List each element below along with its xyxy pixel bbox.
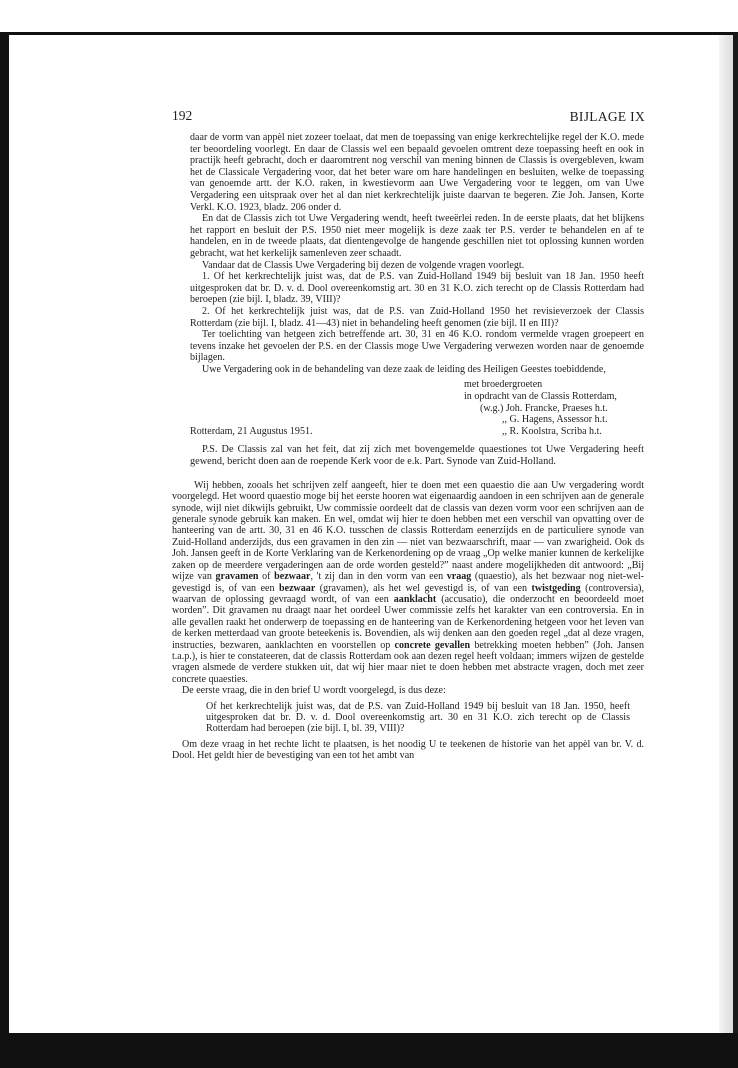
signatory: ,, R. Koolstra, Scriba h.t. — [502, 425, 602, 437]
letter-question-1: 1. Of het kerkrechtelijk juist was, dat de P.S. van Zuid-Holland 1949 bij besluit van 18 Jan. 1950 heeft uitgesproken dat br. D. v. d. Dool overeenkomstig art. 30 en 31 K.O. zich terecht op de Classis Rotterdam had beroepen (zie bijl. I, bladz. 39, VIII)? — [190, 271, 644, 306]
letter-question-2: 2. Of het kerkrechtelijk juist was, dat de P.S. van Zuid-Holland 1950 het revisieverzoek der Classis Rotterdam (zie bijl. I, bladz. 41—43) niet in behandeling heeft genomen (zie bijl. II en III)? — [190, 305, 644, 329]
report-paragraph: Om deze vraag in het rechte licht te plaatsen, is het noodig U te teekenen de historie van het appèl van br. V. d. Dool. Het geldt hier de bevestiging van een tot het ambt van — [172, 738, 644, 762]
report-paragraph: Wij hebben, zooals het schrijven zelf aangeeft, hier te doen met een quaestio die aan Uw vergadering wordt voorgelegd. Het woord quaestio moge bij het eerste hooren wat eigenaardig aandoen in een schrijven aan de generale synode, wijl niet dikwijls gebruikt, Uw commissie oordeelt dat de classis van dezen vorm voor een schrijven aan de generale synode gebruik kan maken. En wel, omdat wij hier te doen hebben met een verschil van opvatting over de hanteering van de artt. 30, 31 en 46 K.O. tusschen de classis Rotterdam eenerzijds en de particuliere synode van Zuid-Holland anderzijds, dus een gravamen in den zin — niet van bezwaarschrift, maar — van zwarigheid. Ook ds Joh. Jansen geeft in de Korte Verklaring van de Kerkenordening op de vraag „Op welke manier kunnen de kerkelijke zaken op de meerdere vergaderingen aan de orde worden gesteld?” naast andere mogelijkheden dit antwoord: „Bij wijze van gravamen of bezwaar, 't zij dan in den vorm van een vraag (quaestio), als het bezwaar nog niet-wel-gevestigd is, of van een bezwaar (gravamen), als het wel gevestigd is, of van een twistgeding (controversia), waarvan de oplossing gevraagd wordt, of van een aanklacht (accusatio), die onderzocht en beoordeeld moet worden”. Dit gravamen nu draagt naar het oordeel Uwer commissie zelfs het karakter van een controversia. En in alle gevallen raakt het onderwerp de toepassing en de hanteering van de Kerkenordening hetgeen voor het leven van de kerken metterdaad van groote beteekenis is. Bovendien, als wij denken aan den goeden regel „dat al deze vragen, instructies, bezwaren, aanklachten en voorstellen op concrete gevallen betrekking moeten hebben” (Joh. Jansen t.a.p.), is hier te constateeren, dat de classis Rotterdam ook aan dezen regel heeft voldaan; immers wijzen de gestelde vragen alsmede de verdere stukken uit, dat wij hier maar niet te doen hebben met abstracte vragen, doch met zeer concrete quaesties. — [172, 479, 645, 685]
page-edge-shadow — [719, 35, 733, 1033]
postscript: P.S. De Classis zal van het feit, dat zij zich met bovengemelde quaestiones tot Uwe Vergadering heeft gewend, bericht doen aan de roepende Kerk voor de e.k. Part. Synode van Zuid-Holland. — [190, 444, 644, 467]
scan-left-border — [0, 33, 9, 1033]
scan-top-margin — [0, 0, 738, 33]
bold-term: aanklacht — [393, 593, 437, 605]
scan-bottom-border — [0, 1033, 738, 1068]
book-page — [172, 108, 644, 762]
bold-term: gravamen — [215, 571, 259, 583]
place-date: Rotterdam, 21 Augustus 1951. — [190, 426, 313, 438]
running-title: BIJLAGE IX — [569, 109, 645, 124]
signatory: ,, G. Hagens, Assessor h.t. — [502, 414, 608, 426]
bold-term: twistgeding — [531, 582, 581, 594]
letter-paragraph: Vandaar dat de Classis Uwe Vergadering bij dezen de volgende vragen voorlegt. — [202, 259, 525, 271]
bold-term: bezwaar — [279, 582, 316, 594]
report-paragraph: De eerste vraag, die in den brief U wordt voorgelegd, is dus deze: — [182, 685, 446, 697]
bold-term: vraag — [446, 571, 472, 583]
page-header — [172, 108, 644, 132]
signatory: (w.g.) Joh. Francke, Praeses h.t. — [480, 402, 608, 414]
quoted-question: Of het kerkrechtelijk juist was, dat de P.S. van Zuid-Holland 1949 bij besluit van 18 Jan. 1950, heeft uitgesproken dat br. D. v. d. Dool overeenkomstig art. 30 en 31 K.O. zich terecht op de Classis Rotterdam had beroepen (zie bijl. I, bl. 39, VIII)? — [206, 700, 630, 735]
letter-section — [172, 132, 644, 468]
closing-greeting: met broedergroeten — [464, 379, 543, 391]
letter-paragraph: Uwe Vergadering ook in de behandeling van deze zaak de leiding des Heiligen Geestes toebiddende, — [202, 363, 606, 375]
bold-term: bezwaar — [274, 571, 311, 583]
scan-right-border — [733, 33, 738, 1033]
scan-top-border — [0, 32, 738, 35]
bold-term: concrete gevallen — [394, 639, 471, 651]
letter-paragraph: Ter toelichting van hetgeen zich betreffende art. 30, 31 en 46 K.O. rondom vermelde vragen groepeert en tevens inzake het gevoelen der P.S. en der Classis moge Uwe Vergadering verwezen worden naar de genoemde bijlagen. — [190, 329, 644, 364]
letter-paragraph: daar de vorm van appèl niet zozeer toelaat, dat men de toepassing van enige kerkrechtelijke regel der K.O. mede ter beoordeling voorlegt. En daar de Classis wel een bepaald gevoelen omtrent deze toepassing heeft en ook in practijk heeft gebracht, doch er daaromtrent nog verschil van mening binnen de Classis is overgebleven, kwam het de Classicale Vergadering voor, dat het beter ware om hare handelingen en besluiten, welke de toepassing van genoemde artt. der K.O. raken, in kwestievorm aan Uwe Vergadering voor te leggen, om van Uwe Vergadering een uitspraak over het al dan niet kerkrechtelijk juiste daarvan te begeren. Zie Joh. Jansen, Korte Verkl. K.O. 1923, bladz. 206 onder d. — [190, 132, 644, 213]
letter-paragraph: En dat de Classis zich tot Uwe Vergadering wendt, heeft tweeërlei reden. In de eerste plaats, dat het blijkens het rapport en besluit der P.S. 1950 niet meer mogelijk is deze zaak ter P.S. verder te behandelen en af te handelen, en in de tweede plaats, dat dientengevolge de hangende geschillen niet tot oplossing kunnen worden gebracht, wat het kerkelijk samenleven zeer schaadt. — [190, 213, 644, 259]
committee-report — [172, 480, 644, 762]
page-number: 192 — [172, 108, 193, 123]
closing-on-behalf: in opdracht van de Classis Rotterdam, — [464, 391, 617, 403]
